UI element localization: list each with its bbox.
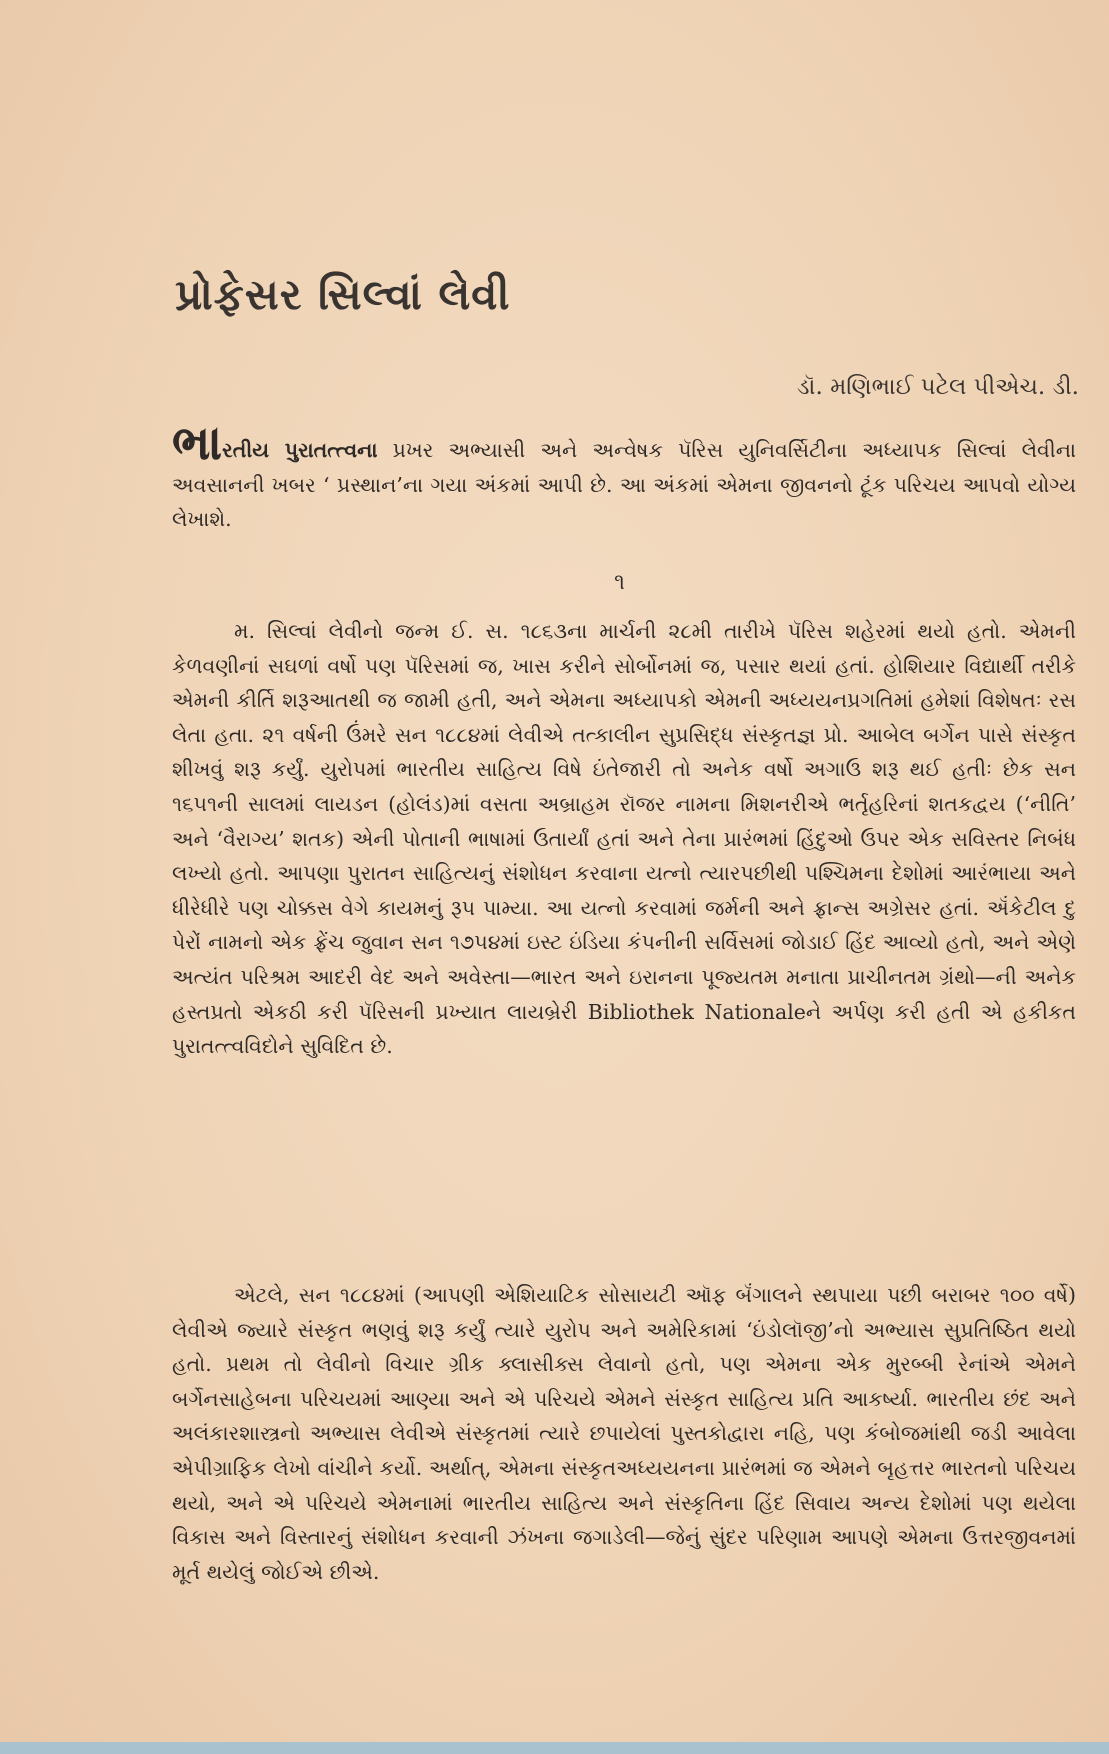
author-byline: ડૉ. મણિભાઈ પટેલ પીએચ. ડી. [796, 374, 1079, 400]
article-title: પ્રોફેસર સિલ્વાં લેવી [175, 270, 511, 319]
intro-paragraph [172, 415, 1076, 537]
drop-cap: ભા [172, 415, 223, 471]
page-bottom-edge [0, 1742, 1109, 1754]
body-paragraph-2: એટલે, સન ૧૮૮૪માં (આપણી એશિયાટિક સોસાયટી ઑફ બૅંગાલને સ્થપાયા પછી બરાબર ૧૦૦ વર્ષે) લેવીએ જ્યારે સંસ્કૃત ભણવું શરૂ કર્યું ત્યારે યુરોપ અને અમેરિકામાં ‘ઇંડોલૉજી’નો અભ્યાસ સુપ્રતિષ્ઠિત થયો હતો. પ્રથમ તો લેવીનો વિચાર ગ્રીક ક્લાસીક્સ લેવાનો હતો, પણ એમના એક મુરબ્બી રેનાંએ એમને બર્ગેનસાહેબના પરિચયમાં આણ્યા અને એ પરિચયે એમને સંસ્કૃત સાહિત્ય પ્રતિ આકર્ષ્યા. ભારતીય છંદ અને અલંકારશાસ્ત્રનો અભ્યાસ લેવીએ સંસ્કૃતમાં ત્યારે છપાયેલાં પુસ્તકોદ્વારા નહિ, પણ કંબોજમાંથી જડી આવેલા એપીગ્રાફિક લેખો વાંચીને કર્યો. અર્થાત્, એમના સંસ્કૃતઅધ્યયનના પ્રારંભમાં જ એમને બૃહત્તર ભારતનો પરિચય થયો, અને એ પરિચયે એમનામાં ભારતીય સાહિત્ય અને સંસ્કૃતિના હિંદ સિવાય અન્ય દેશોમાં પણ થયેલા વિકાસ અને વિસ્તારનું સંશોધન કરવાની ઝંખના જગાડેલી—જેનું સુંદર પરિણામ આપણે એમના ઉત્તરજીવનમાં મૂર્ત થયેલું જોઈએ છીએ. [172, 1283, 1076, 1584]
intro-bold-lead: રતીય પુરાતત્ત્વના [222, 438, 378, 462]
section-number: ૧ [614, 570, 625, 595]
body-paragraph-1: મ. સિલ્વાં લેવીનો જન્મ ઈ. સ. ૧૮૬૩ના માર્ચની ૨૮મી તારીખે પૅરિસ શહેરમાં થયો હતો. એમની કેળવણીનાં સઘળાં વર્ષો પણ પૅરિસમાં જ, ખાસ કરીને સોર્બોનમાં જ, પસાર થયાં હતાં. હોશિયાર વિદ્યાર્થી તરીકે એમની કીર્તિ શરૂઆતથી જ જામી હતી, અને એમના અધ્યાપકો એમની અધ્યયનપ્રગતિમાં હમેશાં વિશેષતઃ રસ લેતા હતા. ૨૧ વર્ષની ઉંમરે સન ૧૮૮૪માં લેવીએ તત્કાલીન સુપ્રસિદ્ધ સંસ્કૃતજ્ઞ પ્રો. આબેલ બર્ગેન પાસે સંસ્કૃત શીખવું શરૂ કર્યું. યુરોપમાં ભારતીય સાહિત્ય વિષે ઇંતેજારી તો અનેક વર્ષો અગાઉ શરૂ થઈ હતીઃ છેક સન ૧૬૫૧ની સાલમાં લાયડન (હોલંડ)માં વસતા અબ્રાહમ રૉજર નામના મિશનરીએ ભર્તૃહરિનાં શતકદ્વય (‘નીતિ’ અને ‘વૈરાગ્ય’ શતક) એની પોતાની ભાષામાં ઉતાર્યાં હતાં અને તેના પ્રારંભમાં હિંદુઓ ઉપર એક સવિસ્તર નિબંધ લખ્યો હતો. આપણા પુરાતન સાહિત્યનું સંશોધન કરવાના યત્નો ત્યારપછીથી પશ્ચિમના દેશોમાં આરંભાયા અને ધીરેધીરે પણ ચોક્કસ વેગે કાયમનું રૂપ પામ્યા. આ યત્નો કરવામાં જર્મની અને ફ્રાન્સ અગ્રેસર હતાં. ઍંકેટીલ દુ પેરોં નામનો એક ફ્રેંચ જુવાન સન ૧૭૫૪માં ઇસ્ટ ઇંડિયા કંપનીની સર્વિસમાં જોડાઈ હિંદ આવ્યો હતો, અને એણે અત્યંત પરિશ્રમ આદરી વેદ અને અવેસ્તા—ભારત અને ઇરાનના પૂજ્યતમ મનાતા પ્રાચીનતમ ગ્રંથો—ની અનેક હસ્તપ્રતો એકઠી કરી પૅરિસની પ્રખ્યાત લાયબ્રેરી Bibliothek Nationaleને અર્પણ કરી હતી એ હકીકત પુરાતત્ત્વવિદોને સુવિદિત છે. [172, 619, 1076, 1059]
intro-text: પ્રખર અભ્યાસી અને અન્વેષક પૅરિસ યુનિવર્સિટીના અધ્યાપક સિલ્વાં લેવીના અવસાનની ખબર ‘ પ્રસ્થાન’ના ગયા અંકમાં આપી છે. આ અંકમાં એમના જીવનનો ટૂંક પરિચય આપવો યોગ્ય લેખાશે. [172, 438, 1076, 532]
